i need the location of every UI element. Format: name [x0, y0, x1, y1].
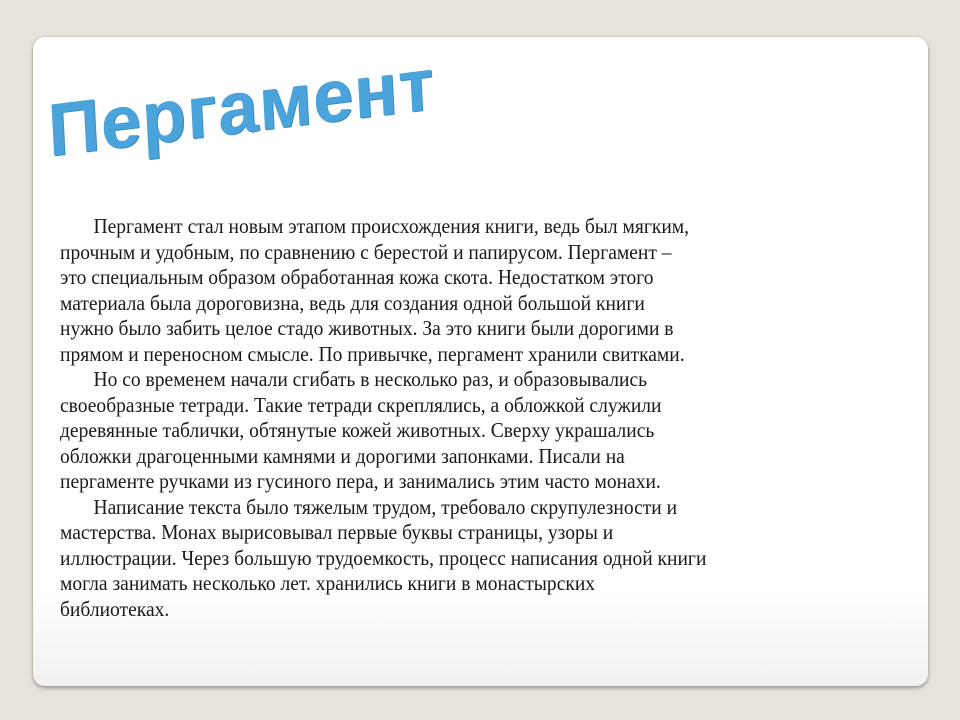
- slide-title: Пергамент: [45, 41, 437, 173]
- text-line: пергаменте ручками из гусиного пера, и занимались этим часто монахи.: [60, 469, 661, 493]
- text-line: нужно было забить целое стадо животных. За это книги были дорогими в: [60, 316, 674, 340]
- text-line: иллюстрации. Через большую трудоемкость, процесс написания одной книги: [60, 545, 707, 570]
- slide-body-text: [60, 214, 755, 622]
- text-line: это специальным образом обработанная кожа скота. Недостатком этого: [60, 265, 654, 289]
- text-line: библиотеках.: [60, 596, 170, 621]
- text-line: Написание текста было тяжелым трудом, требовало скрупулезности и: [93, 494, 678, 519]
- text-line: деревянные таблички, обтянутые кожей животных. Сверху украшались: [60, 418, 655, 442]
- text-line: могла занимать несколько лет. хранились книги в монастырских: [60, 571, 596, 595]
- text-line: прочным и удобным, по сравнению с берестой и папирусом. Пергамент –: [60, 239, 672, 264]
- text-line: обложки драгоценными камнями и дорогими запонками. Писали на: [60, 443, 625, 468]
- text-line: своеобразные тетради. Такие тетради скреплялись, а обложкой служили: [60, 392, 662, 417]
- text-line: прямом и переносном смысле. По привычке, пергамент хранили свитками.: [60, 341, 685, 366]
- text-line: материала была дороговизна, ведь для создания одной большой книги: [60, 290, 645, 315]
- text-line: мастерства. Монах вырисовывал первые буквы страницы, узоры и: [60, 520, 614, 544]
- text-line: Но со временем начали сгибать в несколько раз, и образовывались: [93, 367, 648, 391]
- text-line: Пергамент стал новым этапом происхождения книги, ведь был мягким,: [93, 214, 690, 238]
